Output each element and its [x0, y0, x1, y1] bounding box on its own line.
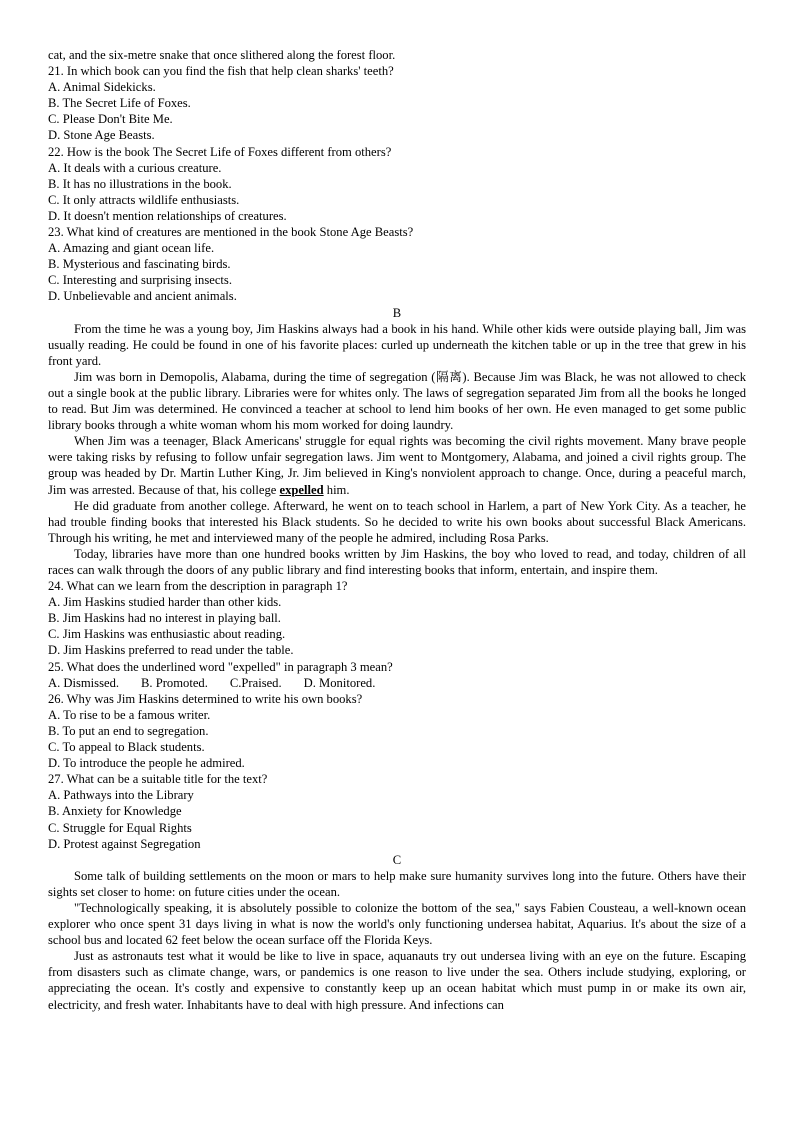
question-25	[48, 659, 746, 691]
paragraph-3-text: When Jim was a teenager, Black Americans' struggle for equal rights was becoming the civil rights movement. Many brave people were taking risks by refusing to follow unfair segregation laws. Jim went to Montgomery, Alabama, and joined a civil rights group. The group was headed by Dr. Martin Luther King, Jr. Jim believed in King's nonviolent approach to change. Once, during a peaceful march, Jim was arrested. Because of that, his college	[48, 434, 746, 497]
option-a: A. Animal Sidekicks.	[48, 80, 156, 95]
option-c: C. Struggle for Equal Rights	[48, 820, 192, 835]
section-c-heading: C	[392, 852, 402, 867]
question-stem: 26. Why was Jim Haskins determined to write his own books?	[48, 691, 363, 706]
question-stem: 23. What kind of creatures are mentioned in the book Stone Age Beasts?	[48, 225, 414, 240]
option-c: C. Interesting and surprising insects.	[48, 273, 232, 288]
question-stem: 27. What can be a suitable title for the text?	[48, 772, 268, 787]
section-b-paragraph-3	[48, 433, 746, 497]
option-c: C. To appeal to Black students.	[48, 740, 205, 755]
option-d: D. Monitored.	[303, 675, 376, 690]
inline-options	[48, 675, 746, 691]
option-d: D. Stone Age Beasts.	[48, 128, 155, 143]
paragraph-3-tail: him.	[326, 482, 350, 497]
option-d: D. Unbelievable and ancient animals.	[48, 289, 237, 304]
option-b: B. Mysterious and fascinating birds.	[48, 257, 231, 272]
option-b: B. The Secret Life of Foxes.	[48, 96, 191, 111]
question-stem: 21. In which book can you find the fish that help clean sharks' teeth?	[48, 64, 394, 79]
question-stem: 25. What does the underlined word "expelled" in paragraph 3 mean?	[48, 659, 393, 674]
option-d: D. Protest against Segregation	[48, 836, 201, 851]
option-a: A. Dismissed.	[48, 675, 120, 690]
section-c-paragraph-1: Some talk of building settlements on the moon or mars to help make sure humanity survives long into the future. Others have their sights set closer to home: on future cities under the ocean.	[48, 868, 746, 899]
question-21	[48, 63, 746, 143]
option-a: A. To rise to be a famous writer.	[48, 707, 211, 722]
question-22	[48, 144, 746, 224]
option-a: A. Pathways into the Library	[48, 788, 194, 803]
option-d: D. It doesn't mention relationships of creatures.	[48, 208, 287, 223]
question-27	[48, 771, 746, 851]
question-23	[48, 224, 746, 304]
option-b: B. It has no illustrations in the book.	[48, 176, 232, 191]
question-26	[48, 691, 746, 771]
option-b: B. Promoted.	[141, 675, 208, 690]
option-b: B. Anxiety for Knowledge	[48, 804, 182, 819]
option-a: A. Amazing and giant ocean life.	[48, 241, 215, 256]
section-b-paragraph-5: Today, libraries have more than one hundred books written by Jim Haskins, the boy who loved to read, and today, children of all races can walk through the doors of any public library and find interesting books that inform, entertain, and inspire them.	[48, 546, 746, 577]
option-b: B. Jim Haskins had no interest in playing ball.	[48, 611, 281, 626]
question-stem: 24. What can we learn from the description in paragraph 1?	[48, 579, 348, 594]
option-a: A. It deals with a curious creature.	[48, 160, 222, 175]
option-a: A. Jim Haskins studied harder than other kids.	[48, 595, 282, 610]
question-24	[48, 578, 746, 658]
section-b-paragraph-2: Jim was born in Demopolis, Alabama, during the time of segregation (隔离). Because Jim was Black, he was not allowed to check out a single book at the public library. Libraries were for whites only. The laws of segregation separated Jim from all the books he longed to read. But Jim was determined. He convinced a teacher at school to lend him books of her own. He even managed to get some public library books through a white woman whom his mom worked for doing laundry.	[48, 369, 746, 433]
section-b-paragraph-4: He did graduate from another college. Afterward, he went on to teach school in Harlem, a part of New York City. As a teacher, he had trouble finding books that interested his Black students. So he decided to write his own books about successful Black Americans. Through his writing, he met and interviewed many of the people he admired, including Rosa Parks.	[48, 498, 746, 545]
question-stem: 22. How is the book The Secret Life of Foxes different from others?	[48, 144, 392, 159]
section-b-paragraph-1: From the time he was a young boy, Jim Haskins always had a book in his hand. While other kids were outside playing ball, Jim was usually reading. He could be found in one of his favorite places: curled up underneath the kitchen table or up in the tree that grew in his front yard.	[48, 321, 746, 368]
section-c-paragraph-2: "Technologically speaking, it is absolutely possible to colonize the bottom of the sea," says Fabien Cousteau, a well-known ocean explorer who once spent 31 days living in what is now the world's only functioning undersea habitat, Aquarius. It's about the size of a school bus and located 62 feet below the ocean surface off the Florida Keys.	[48, 900, 746, 948]
underlined-word: expelled	[279, 482, 324, 497]
section-b-heading: B	[392, 305, 402, 320]
option-c: C. It only attracts wildlife enthusiasts.	[48, 192, 240, 207]
section-c-paragraph-3: Just as astronauts test what it would be like to live in space, aquanauts try out undersea living with an eye on the future. Escaping from disasters such as climate change, wars, or pandemics is one reason to live under the sea. Others include studying, exploring, or appreciating the ocean. It's costly and expensive to constantly keep up an ocean habitat which must pump in or make its own air, electricity, and fresh water. Inhabitants have to deal with high pressure. And infections can	[48, 949, 746, 1012]
option-b: B. To put an end to segregation.	[48, 723, 209, 738]
intro-tail-text: cat, and the six-metre snake that once slithered along the forest floor.	[48, 48, 396, 62]
option-c: C. Jim Haskins was enthusiastic about reading.	[48, 627, 286, 642]
option-d: D. To introduce the people he admired.	[48, 756, 245, 771]
option-c: C.Praised.	[229, 675, 282, 690]
option-d: D. Jim Haskins preferred to read under the table.	[48, 643, 294, 658]
option-c: C. Please Don't Bite Me.	[48, 112, 173, 127]
